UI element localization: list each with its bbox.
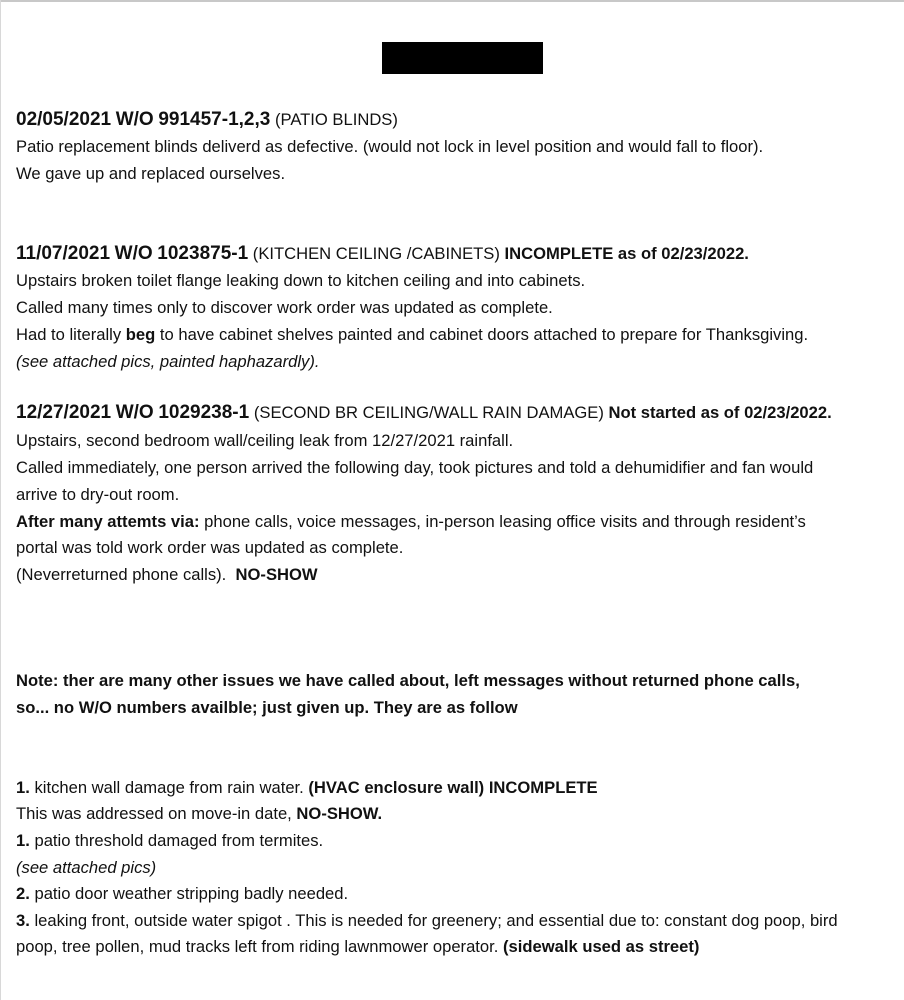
entry-3-status: Not started as of 02/23/2022.: [608, 403, 832, 422]
entry-3-line-2: Called immediately, one person arrived the following day, took pictures and told a dehumidifier and fan would: [16, 458, 814, 477]
issue-4-text: leaking front, outside water spigot . This is needed for greenery; and essential due to: constant dog poop, bird: [34, 911, 838, 930]
entry-2-category: (KITCHEN CEILING /CABINETS): [252, 244, 500, 263]
entry-1-category: (PATIO BLINDS): [274, 110, 398, 129]
entry-1-wo-number: 991457-1,2,3: [158, 109, 271, 130]
issue-1-line: [16, 778, 598, 798]
note-line-1: Note: ther are many other issues we have called about, left messages without returned phone calls,: [16, 671, 800, 690]
note-line-2: so... no W/O numbers availble; just given up. They are as follow: [16, 698, 518, 717]
issue-2-text: patio threshold damaged from termites.: [34, 831, 324, 850]
entry-3-final-text: (Neverreturned phone calls).: [16, 565, 227, 584]
entry-2-status: INCOMPLETE as of 02/23/2022.: [504, 244, 749, 263]
entry-3-wo-label: W/O: [115, 402, 154, 423]
entry-2-beg-bold: beg: [125, 325, 156, 344]
entry-2-heading: [16, 244, 749, 264]
entry-3-attempts-label: After many attemts via:: [16, 512, 200, 531]
entry-3-heading: [16, 403, 832, 423]
issue-2-note: (see attached pics): [16, 858, 157, 877]
issue-3-text: patio door weather stripping badly needed.: [34, 884, 349, 903]
issue-4-cont: [16, 937, 699, 957]
entry-2-note: (see attached pics, painted haphazardly).: [16, 352, 320, 371]
entry-2-wo-label: W/O: [114, 243, 153, 264]
entry-1-line-2: We gave up and replaced ourselves.: [16, 164, 286, 183]
entry-1-heading: [16, 110, 398, 130]
issue-1-follow-text: This was addressed on move-in date,: [16, 804, 292, 823]
issue-2-num: 1.: [16, 831, 30, 850]
entry-3-line-1: Upstairs, second bedroom wall/ceiling leak from 12/27/2021 rainfall.: [16, 431, 514, 450]
entry-3-attempts-text: phone calls, voice messages, in-person leasing office visits and through resident’s: [204, 512, 806, 531]
entry-2-beg-before: Had to literally: [16, 325, 122, 344]
page-left-border: [0, 0, 1, 1000]
issue-3-num: 2.: [16, 884, 30, 903]
issue-1-follow-bold: NO-SHOW.: [296, 804, 383, 823]
entry-3-line-3: arrive to dry-out room.: [16, 485, 180, 504]
page-top-border: [0, 0, 904, 2]
entry-3-final-status: NO-SHOW: [235, 565, 318, 584]
entry-2-wo-number: 1023875-1: [157, 243, 249, 264]
issue-4-line: [16, 911, 838, 931]
entry-3-date: 12/27/2021: [16, 402, 112, 423]
entry-2-line-3: [16, 325, 808, 345]
issue-4-num: 3.: [16, 911, 30, 930]
issue-3-line: [16, 884, 348, 904]
entry-3-wo-number: 1029238-1: [158, 402, 250, 423]
issue-2-line: [16, 831, 323, 851]
issue-4-cont-bold: (sidewalk used as street): [503, 937, 700, 956]
issue-1-text: kitchen wall damage from rain water.: [34, 778, 304, 797]
entry-3-attempts-cont: portal was told work order was updated as complete.: [16, 538, 404, 557]
entry-2-line-1: Upstairs broken toilet flange leaking down to kitchen ceiling and into cabinets.: [16, 271, 586, 290]
issue-4-cont-text: poop, tree pollen, mud tracks left from riding lawnmower operator.: [16, 937, 499, 956]
entry-1-line-1: Patio replacement blinds deliverd as defective. (would not lock in level position and would fall to floor).: [16, 137, 764, 156]
entry-1-wo-label: W/O: [115, 109, 154, 130]
issue-1-follow: [16, 804, 382, 824]
entry-1-date: 02/05/2021: [16, 109, 112, 130]
issue-1-num: 1.: [16, 778, 30, 797]
entry-2-date: 11/07/2021: [16, 243, 111, 264]
entry-3-attempts: [16, 512, 806, 532]
entry-3-final: [16, 565, 318, 585]
entry-2-line-2: Called many times only to discover work order was updated as complete.: [16, 298, 553, 317]
entry-3-category: (SECOND BR CEILING/WALL RAIN DAMAGE): [253, 403, 604, 422]
entry-2-beg-after: to have cabinet shelves painted and cabinet doors attached to prepare for Thanksgiving.: [159, 325, 809, 344]
redacted-header-block: [382, 42, 543, 74]
issue-1-bold-tail: (HVAC enclosure wall) INCOMPLETE: [308, 778, 598, 797]
